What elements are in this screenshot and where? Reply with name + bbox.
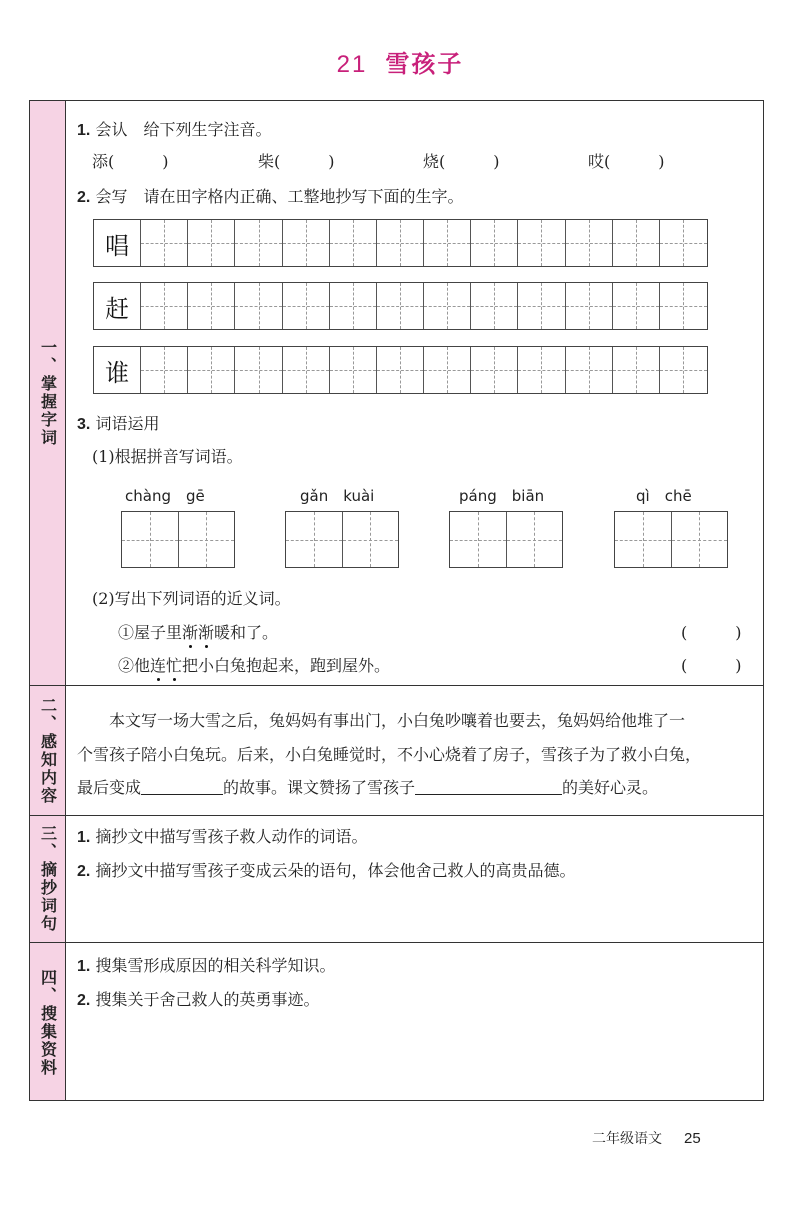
word-box-4[interactable] (614, 511, 728, 568)
char-pinyin-2: 柴( ) (258, 152, 335, 171)
research-question-1: 1. 搜集雪形成原因的相关科学知识。 (77, 956, 336, 975)
section-label: 一、掌握字词 (38, 339, 58, 447)
pinyin-label-2: gǎn kuài (300, 487, 375, 505)
model-character: 唱 (105, 231, 130, 260)
page-number: 25 (684, 1130, 701, 1147)
question-2: 2. 会写 请在田字格内正确、工整地抄写下面的生字。 (77, 187, 464, 206)
section-comprehension (30, 686, 763, 816)
summary-line-1: 本文写一场大雪之后，兔妈妈有事出门，小白兔吵嚷着也要去，兔妈妈给他堆了一 (109, 711, 686, 730)
char-pinyin-4: 哎( ) (588, 152, 665, 171)
lesson-number: 21 (336, 51, 368, 78)
section-label: 三、摘抄词句 (38, 825, 58, 933)
summary-line-2: 个雪孩子陪小白兔玩。后来，小白兔睡觉时，不小心烧着了房子，雪孩子为了救小白兔， (77, 745, 702, 764)
char-pinyin-3: 烧( ) (423, 152, 500, 171)
model-character: 赶 (105, 294, 130, 323)
pinyin-label-1: chàng gē (125, 487, 205, 505)
research-question-2: 2. 搜集关于舍己救人的英勇事迹。 (77, 990, 320, 1009)
question-3-part-2: (2)写出下列词语的近义词。 (92, 589, 291, 608)
synonym-sentence-2: ②他连忙把小白兔抱起来，跑到屋外。 (118, 656, 391, 675)
word-box-3[interactable] (449, 511, 563, 568)
answer-bracket-2[interactable]: ( ) (681, 656, 742, 675)
excerpt-question-1: 1. 摘抄文中描写雪孩子救人动作的词语。 (77, 827, 368, 846)
page-title (0, 44, 800, 79)
summary-line-3: 最后变成 的故事。课文赞扬了雪孩子 的美好心灵。 (77, 778, 659, 797)
word-box-2[interactable] (285, 511, 399, 568)
pinyin-label-3: páng biān (459, 487, 545, 505)
model-character: 谁 (105, 358, 130, 387)
section-label: 四、搜集资料 (38, 968, 58, 1077)
worksheet-frame (29, 100, 764, 1101)
writing-grid-row-2[interactable] (93, 282, 708, 330)
section-research (30, 943, 763, 1102)
question-3-part-1: (1)根据拼音写词语。 (92, 447, 243, 466)
char-pinyin-1: 添( ) (92, 152, 169, 171)
lesson-title: 雪孩子 (385, 49, 464, 78)
writing-grid-row-3[interactable] (93, 346, 708, 394)
answer-bracket-1[interactable]: ( ) (681, 623, 742, 642)
pinyin-label-4: qì chē (636, 487, 692, 505)
excerpt-question-2: 2. 摘抄文中描写雪孩子变成云朵的语句，体会他舍己救人的高贵品德。 (77, 861, 576, 880)
question-3: 3. 词语运用 (77, 414, 160, 433)
writing-grid-row-1[interactable] (93, 219, 708, 267)
section-excerpts (30, 816, 763, 943)
page-footer (592, 1128, 701, 1148)
synonym-sentence-1: ①屋子里渐渐暖和了。 (118, 623, 279, 642)
section-vocabulary (30, 101, 763, 686)
question-1: 1. 会认 给下列生字注音。 (77, 120, 272, 139)
grade-subject: 二年级语文 (592, 1131, 662, 1147)
fill-blank-1[interactable] (141, 779, 223, 795)
word-box-1[interactable] (121, 511, 235, 568)
fill-blank-2[interactable] (415, 779, 562, 795)
section-label: 二、感知内容 (38, 696, 58, 805)
